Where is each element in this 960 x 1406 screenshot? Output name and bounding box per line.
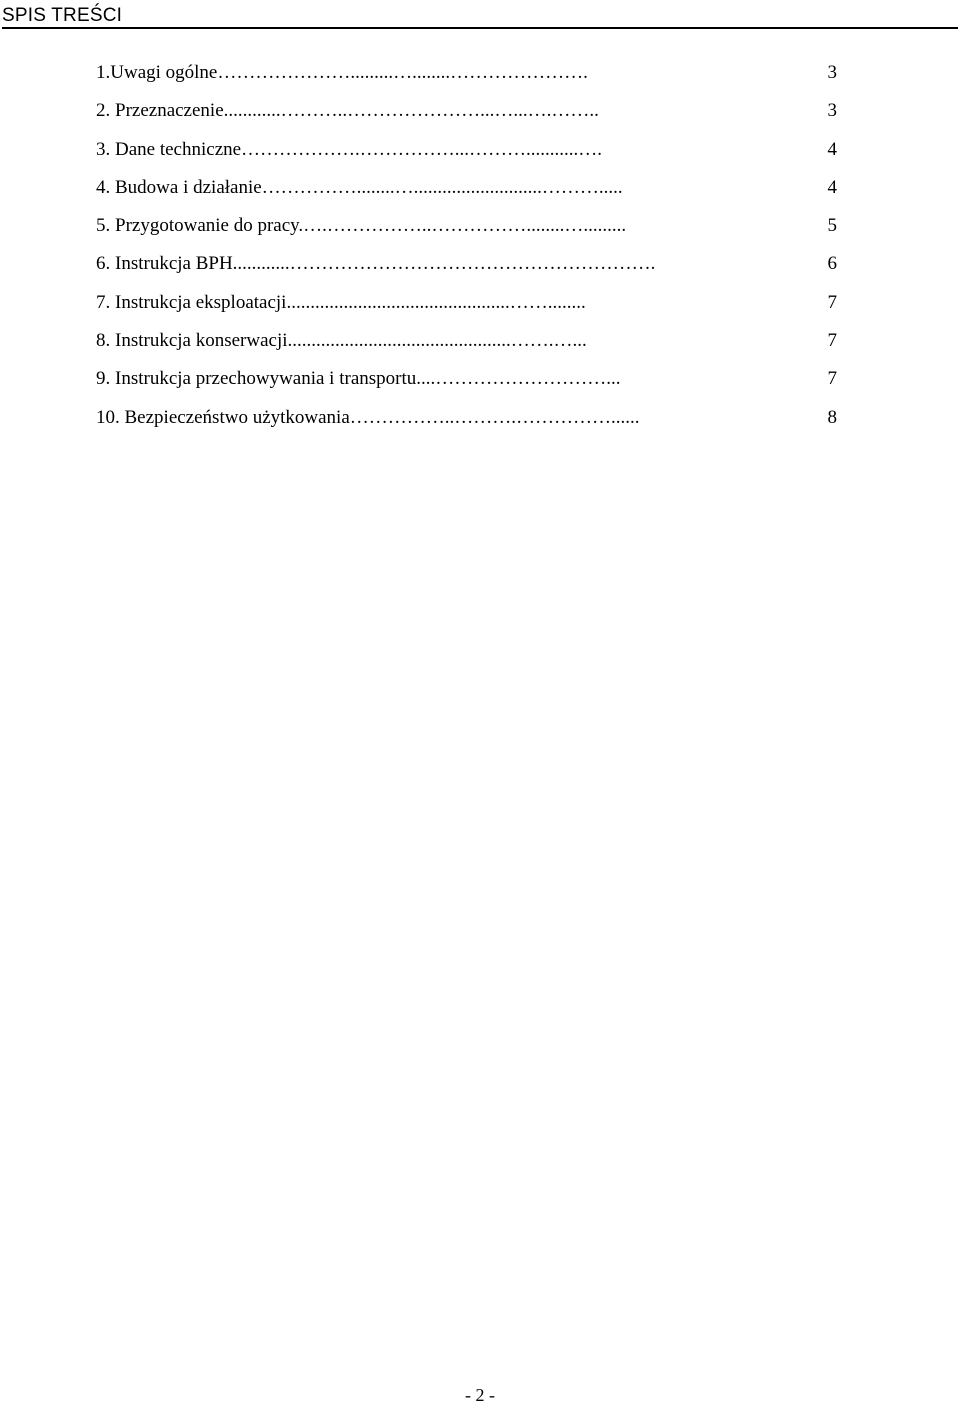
toc-entry-page: 7: [827, 291, 837, 313]
toc-entry-page: 4: [827, 176, 837, 198]
toc-entry-title: 10. Bezpieczeństwo użytkowania……………..……….……………......: [96, 406, 640, 428]
toc-entry-page: 3: [827, 100, 837, 122]
toc-entry-title: 9. Instrukcja przechowywania i transportu....………………………...: [96, 368, 621, 390]
toc-entry: [96, 366, 841, 404]
toc-entry-page: 7: [827, 330, 837, 352]
page-number: - 2 -: [465, 1385, 495, 1405]
toc-entry-title: 3. Dane techniczne……………….……………...………...........….: [96, 138, 603, 160]
toc-heading: SPIS TREŚCI: [2, 5, 958, 29]
table-of-contents: [96, 60, 841, 443]
toc-entry-page: 5: [827, 215, 837, 237]
toc-entry: [96, 213, 841, 251]
toc-entry-title: 1.Uwagi ogólne………………….........…........………………….: [96, 62, 588, 83]
toc-entry-title: 7. Instrukcja eksploatacji...............................................……........: [96, 291, 586, 313]
toc-entry-page: 6: [827, 253, 837, 275]
toc-entry-page: 7: [827, 368, 837, 390]
toc-entry: [96, 60, 841, 98]
toc-entry-page: 4: [827, 138, 837, 160]
toc-entry: [96, 175, 841, 213]
toc-entry-title: 5. Przygotowanie do pracy.….……………..……………........….........: [96, 215, 627, 237]
toc-entry-page: 8: [827, 406, 837, 428]
toc-entry: [96, 251, 841, 289]
toc-entry: [96, 137, 841, 175]
toc-entry: [96, 328, 841, 366]
toc-entry-page: 3: [827, 62, 837, 83]
toc-entry-title: 2. Przeznaczenie............………..…………………...…...….……..: [96, 100, 599, 122]
toc-entry-title: 8. Instrukcja konserwacji...............................................…….…...: [96, 330, 587, 352]
toc-entry: [96, 290, 841, 328]
toc-entry-title: 4. Budowa i działanie……………........…...........................……….....: [96, 176, 623, 198]
toc-entry: [96, 98, 841, 136]
toc-entry: [96, 405, 841, 443]
toc-entry-title: 6. Instrukcja BPH............………………………………………………….: [96, 253, 656, 275]
